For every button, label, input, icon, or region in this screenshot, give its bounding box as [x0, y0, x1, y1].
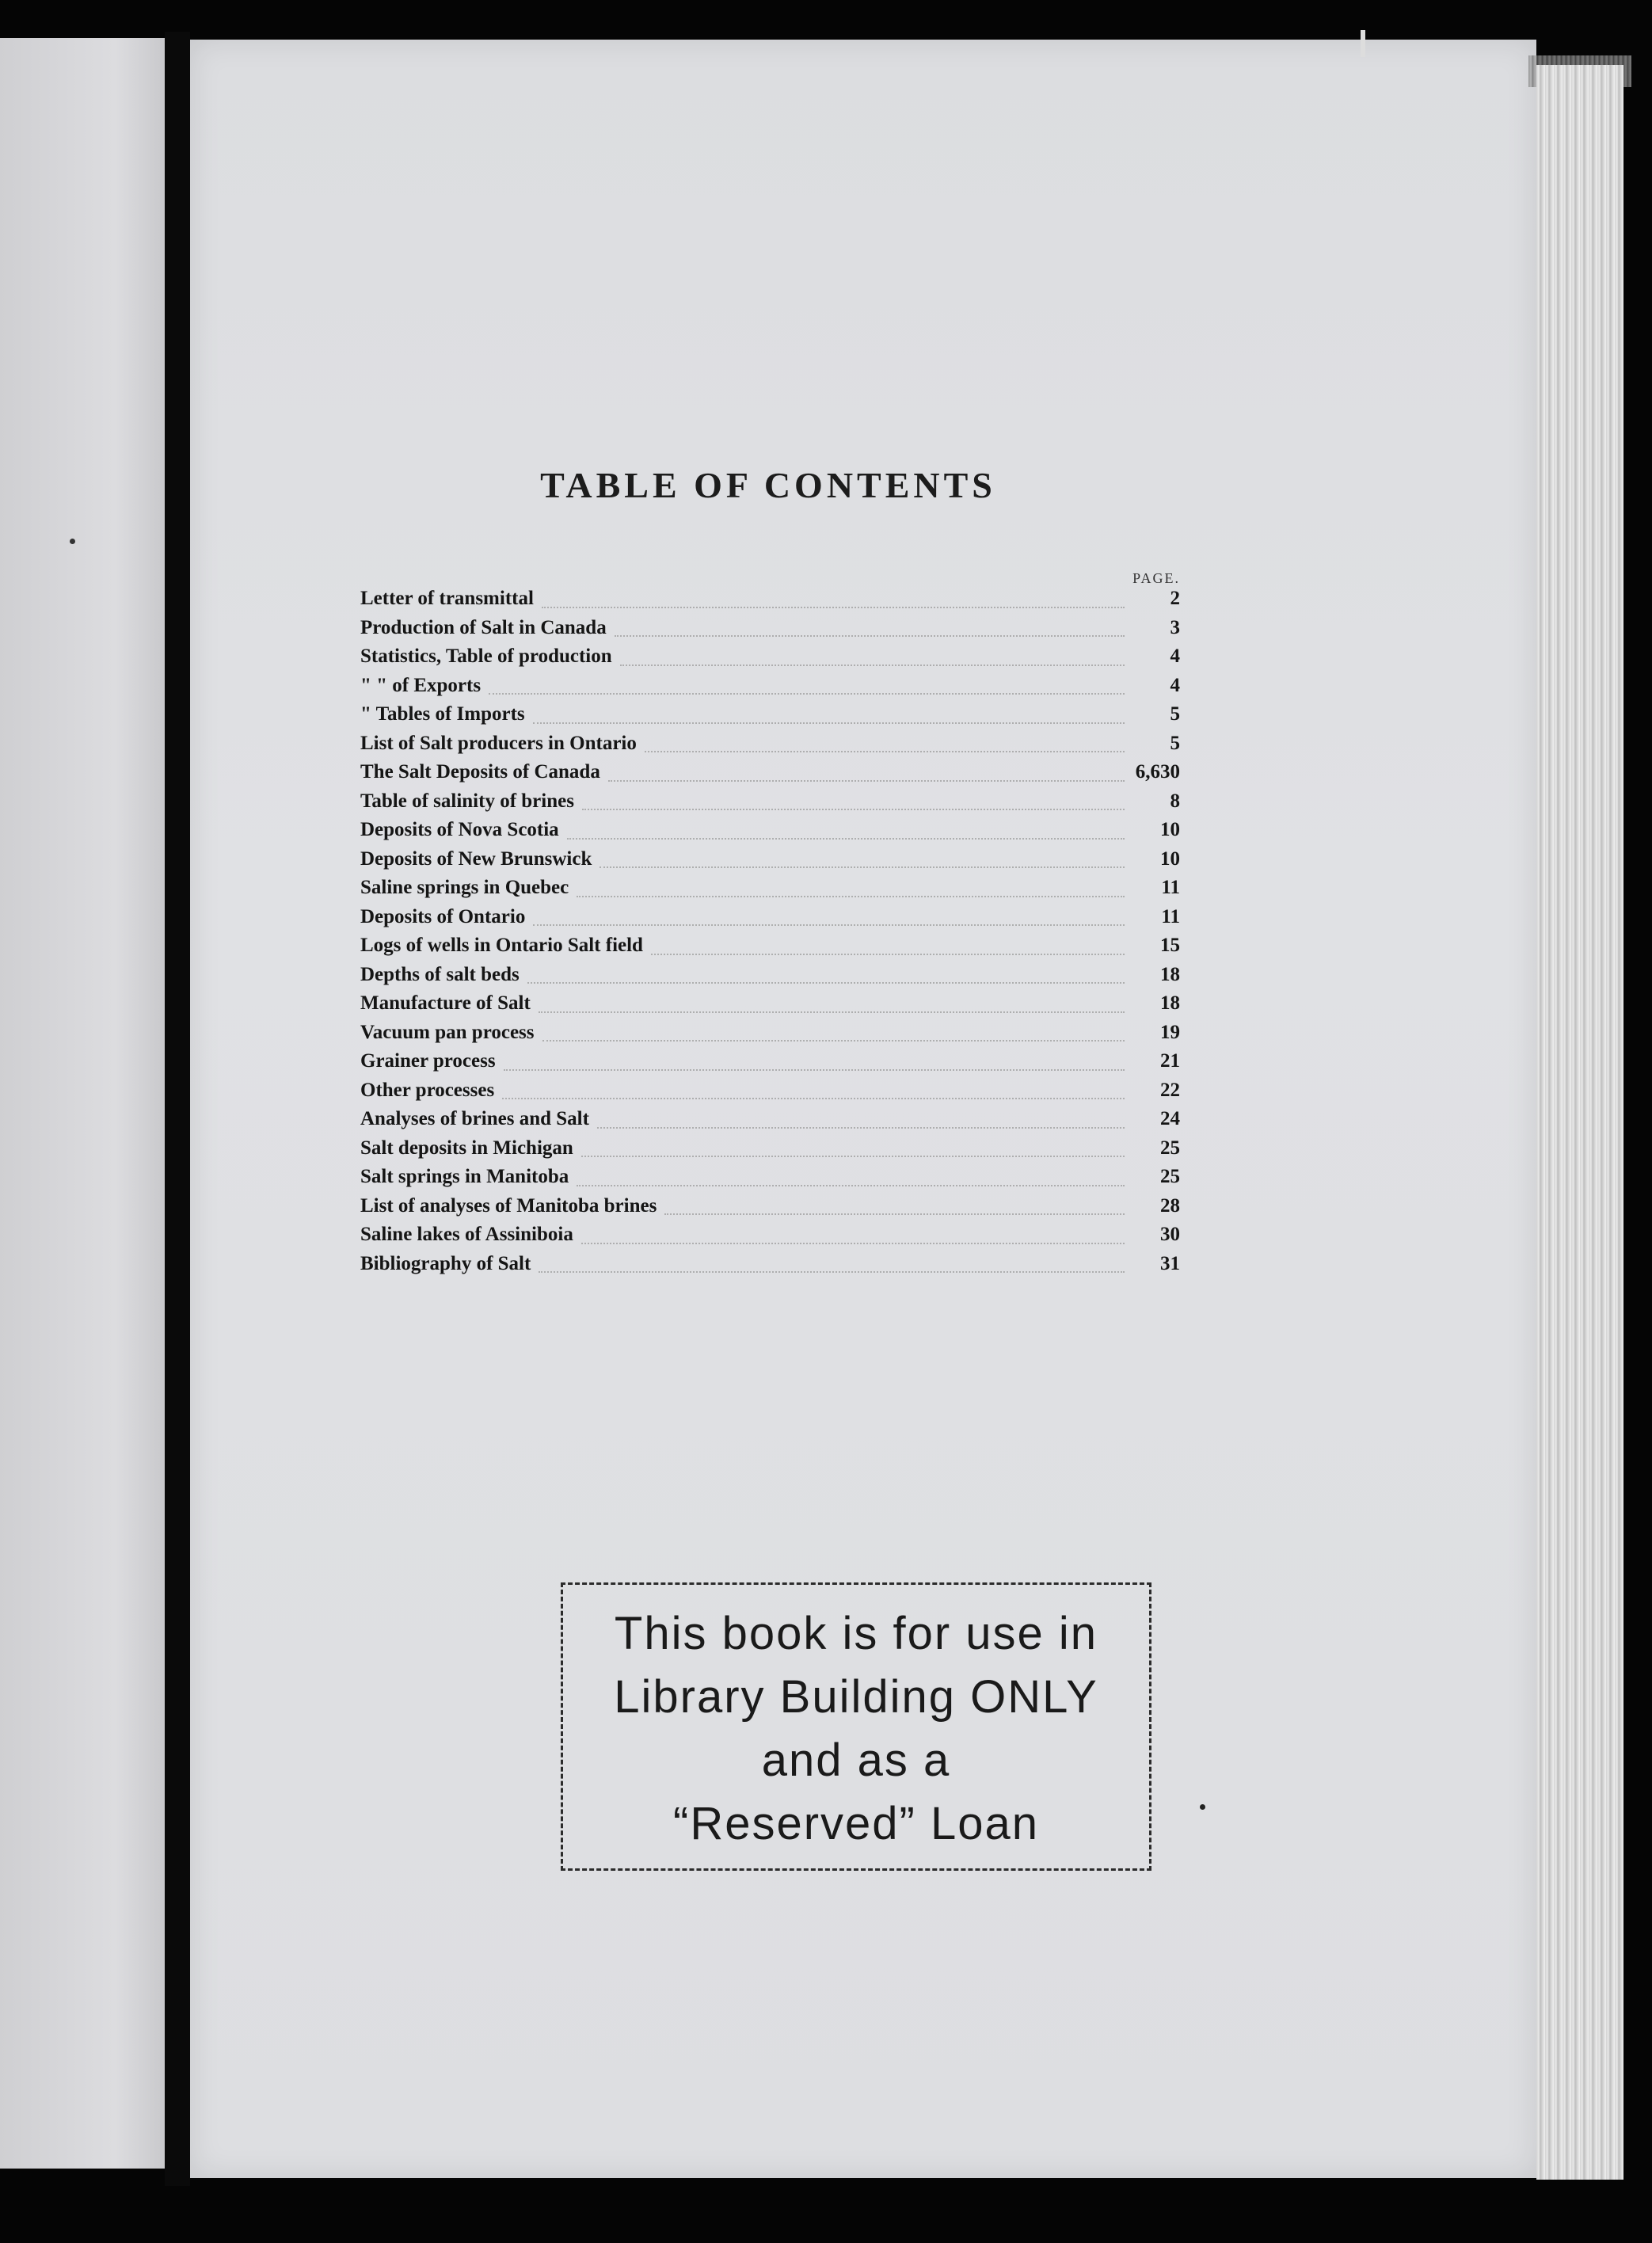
toc-entry-page: 30: [1160, 1224, 1180, 1245]
dot-leader: [577, 1184, 1125, 1186]
toc-entry: [360, 1166, 1180, 1195]
toc-entry-title: Bibliography of Salt: [360, 1252, 531, 1274]
toc-entry: [360, 790, 1180, 820]
toc-entry-title: Statistics, Table of production: [360, 645, 612, 667]
toc-entry-page: 19: [1160, 1021, 1180, 1043]
toc-entry-page: 15: [1160, 935, 1180, 956]
toc-entry-title: Table of salinity of brines: [360, 790, 574, 812]
toc-entry: [360, 1253, 1180, 1282]
stamp-line: This book is for use in: [614, 1608, 1098, 1659]
dot-leader: [608, 779, 1125, 782]
left-facing-page: [0, 38, 165, 2169]
toc-entry: [360, 1022, 1180, 1051]
toc-entry: [360, 877, 1180, 906]
toc-entry-page: 10: [1160, 847, 1180, 870]
toc-entry-title: Letter of transmittal: [360, 588, 534, 609]
toc-entry-title: Other processes: [360, 1079, 495, 1101]
toc-entry-page: 6,630: [1135, 761, 1180, 783]
toc-entry: [360, 819, 1180, 848]
dot-leader: [542, 1039, 1125, 1042]
page-speck: [70, 539, 75, 544]
dot-leader: [527, 981, 1125, 984]
toc-entry-page: 25: [1160, 1137, 1180, 1159]
toc-entry-title: " Tables of Imports: [360, 703, 525, 725]
page-speck: [1200, 1804, 1205, 1810]
toc-entry-title: Grainer process: [360, 1050, 496, 1072]
toc-entry-title: Analyses of brines and Salt: [360, 1108, 589, 1129]
toc-entry-page: 18: [1160, 963, 1180, 985]
dot-leader: [645, 750, 1125, 752]
toc-entry: [360, 906, 1180, 935]
toc-entry-title: Deposits of New Brunswick: [360, 847, 592, 870]
library-stamp: [561, 1582, 1151, 1871]
toc-entry-page: 5: [1170, 732, 1180, 754]
toc-entry: [360, 992, 1180, 1022]
toc-entry: [360, 733, 1180, 762]
toc-entry-title: Vacuum pan process: [360, 1021, 535, 1043]
toc-entry-title: The Salt Deposits of Canada: [360, 761, 600, 783]
dot-leader: [567, 837, 1125, 840]
toc-entry: [360, 1108, 1180, 1137]
toc-entry-page: 4: [1170, 645, 1180, 667]
toc-entry: [360, 617, 1180, 646]
dot-leader: [533, 923, 1125, 926]
toc-entry: [360, 1137, 1180, 1167]
page-title: TABLE OF CONTENTS: [540, 465, 996, 505]
toc-entry-page: 4: [1170, 674, 1180, 696]
toc-entry-page: 11: [1161, 905, 1180, 927]
dot-leader: [502, 1097, 1125, 1099]
toc-entry: [360, 848, 1180, 878]
dot-leader: [582, 808, 1125, 810]
toc-entry-title: Production of Salt in Canada: [360, 616, 607, 638]
toc-entry-title: Deposits of Ontario: [360, 905, 526, 927]
toc-entry-page: 3: [1170, 616, 1180, 638]
dot-leader: [577, 895, 1125, 897]
dot-leader: [615, 634, 1125, 637]
dot-leader: [581, 1155, 1125, 1157]
page-column-header: PAGE.: [1132, 570, 1180, 586]
toc-entry-page: 25: [1160, 1166, 1180, 1187]
toc-entry: [360, 675, 1180, 704]
toc-entry: [360, 588, 1180, 617]
toc-entry: [360, 1195, 1180, 1224]
toc-entry-title: List of analyses of Manitoba brines: [360, 1194, 657, 1217]
toc-entry: [360, 1050, 1180, 1080]
dot-leader: [542, 606, 1125, 608]
dot-leader: [489, 692, 1125, 695]
toc-entry: [360, 935, 1180, 964]
dot-leader: [651, 953, 1125, 955]
toc-entry-title: Logs of wells in Ontario Salt field: [360, 935, 643, 956]
toc-entry-page: 11: [1161, 877, 1180, 898]
toc-entry-title: List of Salt producers in Ontario: [360, 732, 637, 754]
toc-entry-title: Salt springs in Manitoba: [360, 1166, 569, 1187]
toc-entry-page: 2: [1170, 588, 1180, 609]
dot-leader: [539, 1270, 1125, 1273]
toc-entry: [360, 964, 1180, 993]
toc-entry-page: 22: [1160, 1079, 1180, 1101]
toc-entry: [360, 761, 1180, 790]
stamp-line: and as a: [761, 1735, 951, 1786]
dot-leader: [504, 1068, 1125, 1071]
stamp-line: Library Building ONLY: [614, 1671, 1098, 1723]
toc-entry: [360, 703, 1180, 733]
dot-leader: [620, 664, 1125, 666]
toc-entry-title: Depths of salt beds: [360, 963, 520, 985]
toc-entry-page: 21: [1160, 1050, 1180, 1072]
toc-entry-title: Salt deposits in Michigan: [360, 1137, 573, 1159]
toc-entry-page: 18: [1160, 992, 1180, 1014]
toc-entry-page: 24: [1160, 1108, 1180, 1129]
toc-entry-page: 28: [1160, 1194, 1180, 1217]
dot-leader: [533, 722, 1125, 724]
dot-leader: [581, 1242, 1125, 1244]
dot-leader: [664, 1213, 1125, 1215]
toc-entry-page: 8: [1170, 790, 1180, 812]
dot-leader: [597, 1126, 1125, 1129]
scan-artifact: [1361, 30, 1365, 57]
toc-entry: [360, 645, 1180, 675]
toc-entry-page: 5: [1170, 703, 1180, 725]
dot-leader: [600, 866, 1125, 868]
toc-entry-page: 31: [1160, 1252, 1180, 1274]
dot-leader: [539, 1011, 1125, 1013]
toc-entry-title: Manufacture of Salt: [360, 992, 531, 1014]
toc-entry-title: Saline lakes of Assiniboia: [360, 1224, 573, 1245]
toc-entry: [360, 1080, 1180, 1109]
toc-entry-title: Deposits of Nova Scotia: [360, 819, 559, 840]
toc-entry-page: 10: [1160, 819, 1180, 840]
toc-list: [360, 588, 1180, 1281]
page-stack-edges: [1536, 65, 1623, 2180]
toc-entry-title: Saline springs in Quebec: [360, 877, 569, 898]
book-gutter: [165, 32, 190, 2186]
stamp-line: “Reserved” Loan: [673, 1798, 1039, 1849]
toc-entry: [360, 1224, 1180, 1253]
toc-entry-title: " " of Exports: [360, 674, 482, 696]
